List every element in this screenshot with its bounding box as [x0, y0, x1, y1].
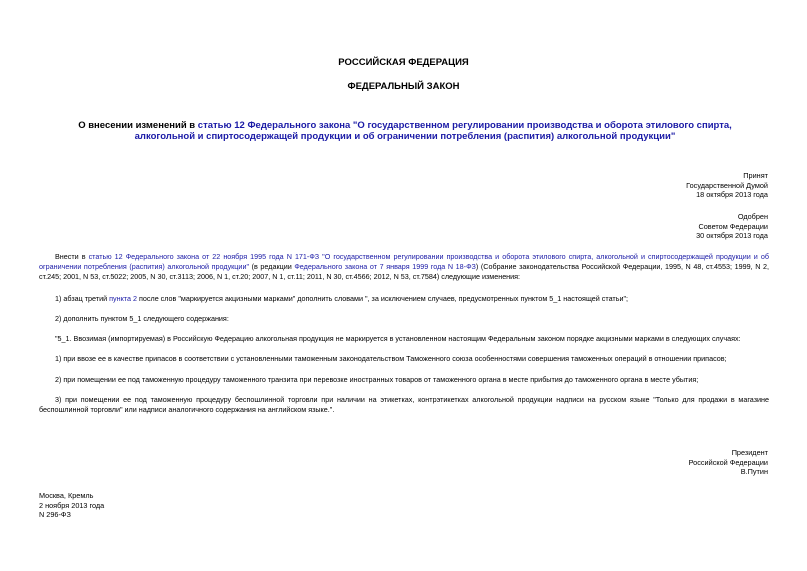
signature-block [689, 448, 768, 477]
footer-date: 2 ноября 2013 года [39, 500, 105, 510]
signature-title: Президент [731, 448, 768, 457]
intro-paragraph: Внести в статью 12 Федерального закона от 22 ноября 1995 года N 171-ФЗ "О государственном регулировании производства и оборота этилового спирта, алкогольной и спиртосодержащей продукции и об ограничении потребления (распития) алкогольной продукции" (в редакции Федерального закона от 7 января 1999 года N 18-ФЗ) (Собрание законодательства Российской Федерации, 1995, N 48, ст.4553; 1999, N 2, ст.245; 2001, N 53, ст.5022; 2005, N 30, ст.3113; 2006, N 1, ст.20; 2007, N 1, ст.11; 2011, N 30, ст.4566; 2012, N 53, ст.7584) следующие изменения: [39, 252, 769, 281]
signature-country: Российской Федерации [688, 457, 768, 467]
doc-type-heading: ФЕДЕРАЛЬНЫЙ ЗАКОН [347, 81, 460, 92]
approved-by: Советом Федерации [698, 221, 768, 231]
signature-name: В.Путин [740, 467, 768, 476]
approved-date: 30 октября 2013 года [696, 231, 768, 240]
adopted-block [686, 171, 768, 200]
footer-number: N 296-ФЗ [39, 510, 71, 519]
amendment-law-link[interactable]: Федерального закона от 7 января 1999 года N 18-ФЗ [294, 262, 476, 271]
item-2: 2) дополнить пунктом 5_1 следующего содержания: [55, 314, 229, 323]
item-1-link[interactable]: пункта 2 [109, 294, 138, 303]
footer-block [39, 491, 104, 520]
intro-law-link[interactable]: статью 12 Федерального закона от 22 ноября 1995 года N 171-ФЗ "О государственном регулировании производства и оборота этилового спирта, алкогольной и спиртосодержащей продукции и об ограничении потребления (распития) алкогольной продукции" [39, 252, 769, 271]
subitem-1: 1) при ввозе ее в качестве припасов в соответствии с установленными таможенным законодательством Таможенного союза особенностями совершения таможенных операций в отношении припасов; [55, 354, 727, 363]
adopted-date: 18 октября 2013 года [696, 190, 768, 199]
country-heading: РОССИЙСКАЯ ФЕДЕРАЦИЯ [338, 57, 469, 68]
footer-place: Москва, Кремль [39, 491, 94, 500]
approved-label: Одобрен [737, 212, 768, 221]
adopted-by: Государственной Думой [686, 180, 768, 190]
law-title-link[interactable]: статью 12 Федерального закона "О государственном регулировании производства и оборота этилового спирта, алкогольной и спиртосодержащей продукции и об ограничении потребления (распития) алкогольной продукции" [134, 120, 732, 142]
subitem-3: 3) при помещении ее под таможенную процедуру беспошлинной торговли при наличии на этикетках, контрэтикетках алкогольной продукции надписи на русском языке "Только для продажи в магазине беспошлинной торговли" или надписи аналогичного содержания на английском языке.". [39, 395, 769, 414]
subitem-2: 2) при помещении ее под таможенную процедуру таможенного транзита при перевозке иностранных товаров от таможенного органа в месте прибытия до таможенного органа в месте убытия; [55, 375, 699, 384]
item-1: 1) абзац третий пункта 2 после слов "маркируется акцизными марками" дополнить словами ", за исключением случаев, предусмотренных пунктом 5_1 настоящей статьи"; [55, 294, 629, 303]
law-title [60, 120, 750, 142]
quote-intro: "5_1. Ввозимая (импортируемая) в Российскую Федерацию алкогольная продукция не маркируется в установленном настоящим Федеральным законом порядке акцизными марками в следующих случаях: [55, 334, 741, 343]
approved-block [696, 212, 768, 241]
adopted-label: Принят [743, 171, 768, 180]
law-title-prefix: О внесении изменений в [78, 120, 198, 131]
